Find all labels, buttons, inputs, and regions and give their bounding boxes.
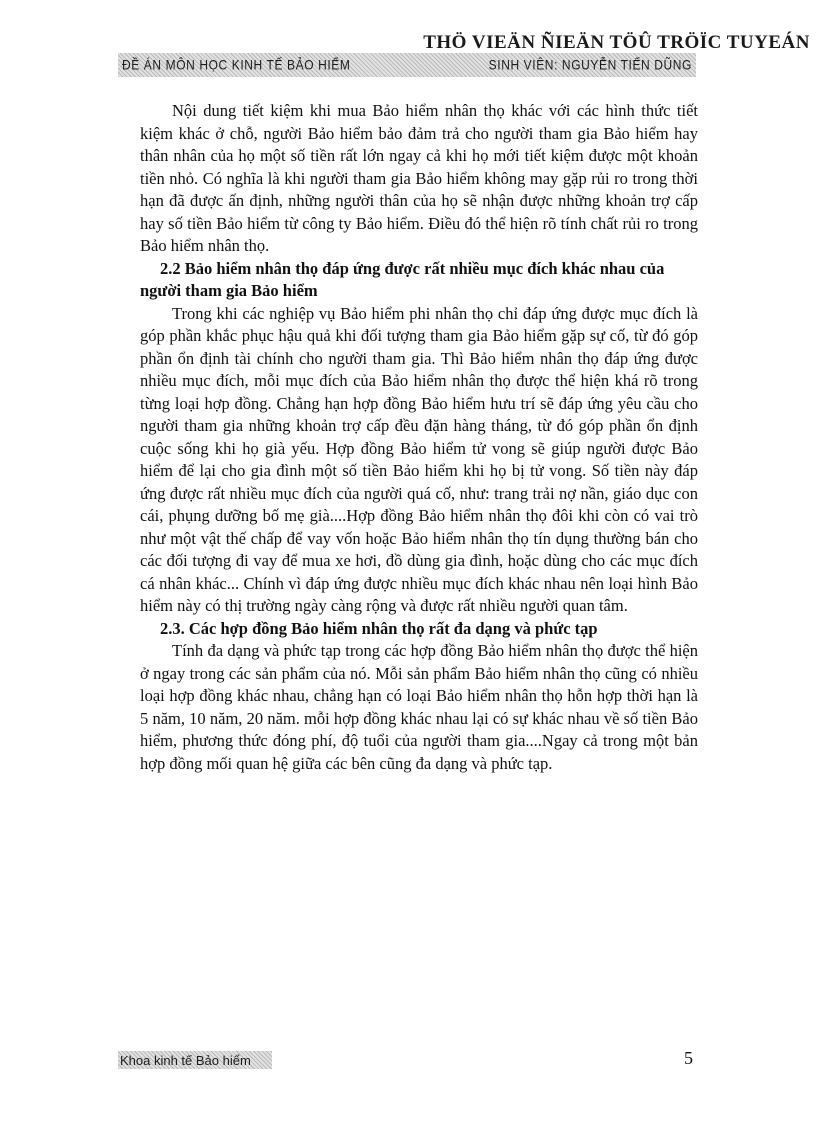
header-course-title: ĐỀ ÁN MÔN HỌC KINH TẾ BẢO HIỂM <box>122 56 351 74</box>
running-footer <box>118 1051 272 1069</box>
running-header <box>118 53 696 77</box>
header-student-name: SINH VIÊN: NGUYỄN TIẾN DŨNG <box>488 56 692 74</box>
section-heading-2-2: 2.2 Bảo hiểm nhân thọ đáp ứng được rất nhiều mục đích khác nhau của người tham gia Bảo hiểm <box>140 258 665 300</box>
section-heading-2-3: 2.3. Các hợp đồng Bảo hiểm nhân thọ rất đa dạng và phức tạp <box>160 618 598 638</box>
document-body <box>140 100 698 775</box>
page-number: 5 <box>684 1048 693 1068</box>
paragraph-savings: Nội dung tiết kiệm khi mua Bảo hiểm nhân thọ khác với các hình thức tiết kiệm khác ở chỗ, người Bảo hiểm bảo đảm trả cho người tham gia Bảo hiểm hay thân nhân của họ một số tiền rất lớn ngay cả khi họ mới tiết kiệm được một khoản tiền nhỏ. Có nghĩa là khi người tham gia Bảo hiểm không may gặp rủi ro trong thời hạn đã được ấn định, những người thân của họ sẽ nhận được những khoản trợ cấp hay số tiền Bảo hiểm từ công ty Bảo hiểm. Điều đó thể hiện rõ tính chất rủi ro trong Bảo hiểm nhân thọ. <box>140 101 698 255</box>
footer-faculty: Khoa kinh tế Bảo hiểm <box>120 1052 251 1068</box>
paragraph-purposes: Trong khi các nghiệp vụ Bảo hiểm phi nhân thọ chỉ đáp ứng được mục đích là góp phần khắc phục hậu quả khi đối tượng tham gia Bảo hiểm gặp sự cố, từ đó góp phần ổn định tài chính cho người tham gia. Thì Bảo hiểm nhân thọ đáp ứng được nhiều mục đích, mỗi mục đích của Bảo hiểm nhân thọ được thể hiện khá rõ trong từng loại hợp đồng. Chẳng hạn hợp đồng Bảo hiểm hưu trí sẽ đáp ứng yêu cầu cho người tham gia những khoản trợ cấp đều đặn hàng tháng, từ đó góp phần ổn định cuộc sống khi họ già yếu. Hợp đồng Bảo hiểm tử vong sẽ giúp người được Bảo hiểm để lại cho gia đình một số tiền Bảo hiểm khi họ bị tử vong. Số tiền này đáp ứng được rất nhiều mục đích của người quá cố, như: trang trải nợ nần, giáo dục con cái, phụng dưỡng bố mẹ già....Hợp đồng Bảo hiểm nhân thọ đôi khi còn có vai trò như một vật thế chấp để vay vốn hoặc Bảo hiểm nhân thọ tín dụng thường bán cho các đối tượng đi vay để mua xe hơi, đồ dùng gia đình, hoặc dùng cho các mục đích cá nhân khác... Chính vì đáp ứng được nhiều mục đích khác nhau nên loại hình Bảo hiểm này có thị trường ngày càng rộng và được rất nhiều người quan tâm. <box>140 303 698 615</box>
site-watermark: THÖ VIEÄN ÑIEÄN TÖÛ TRÖÏC TUYEÁN <box>423 32 810 53</box>
paragraph-diversity: Tính đa dạng và phức tạp trong các hợp đồng Bảo hiểm nhân thọ được thể hiện ở ngay trong các sản phẩm của nó. Mỗi sản phẩm Bảo hiểm nhân thọ cũng có nhiều loại hợp đồng khác nhau, chẳng hạn có loại Bảo hiểm nhân thọ hỗn hợp thời hạn là 5 năm, 10 năm, 20 năm. mỗi hợp đồng khác nhau lại có sự khác nhau về số tiền Bảo hiểm, phương thức đóng phí, độ tuổi của người tham gia....Ngay cả trong một bản hợp đồng mối quan hệ giữa các bên cũng đa dạng và phức tạp. <box>140 641 698 773</box>
